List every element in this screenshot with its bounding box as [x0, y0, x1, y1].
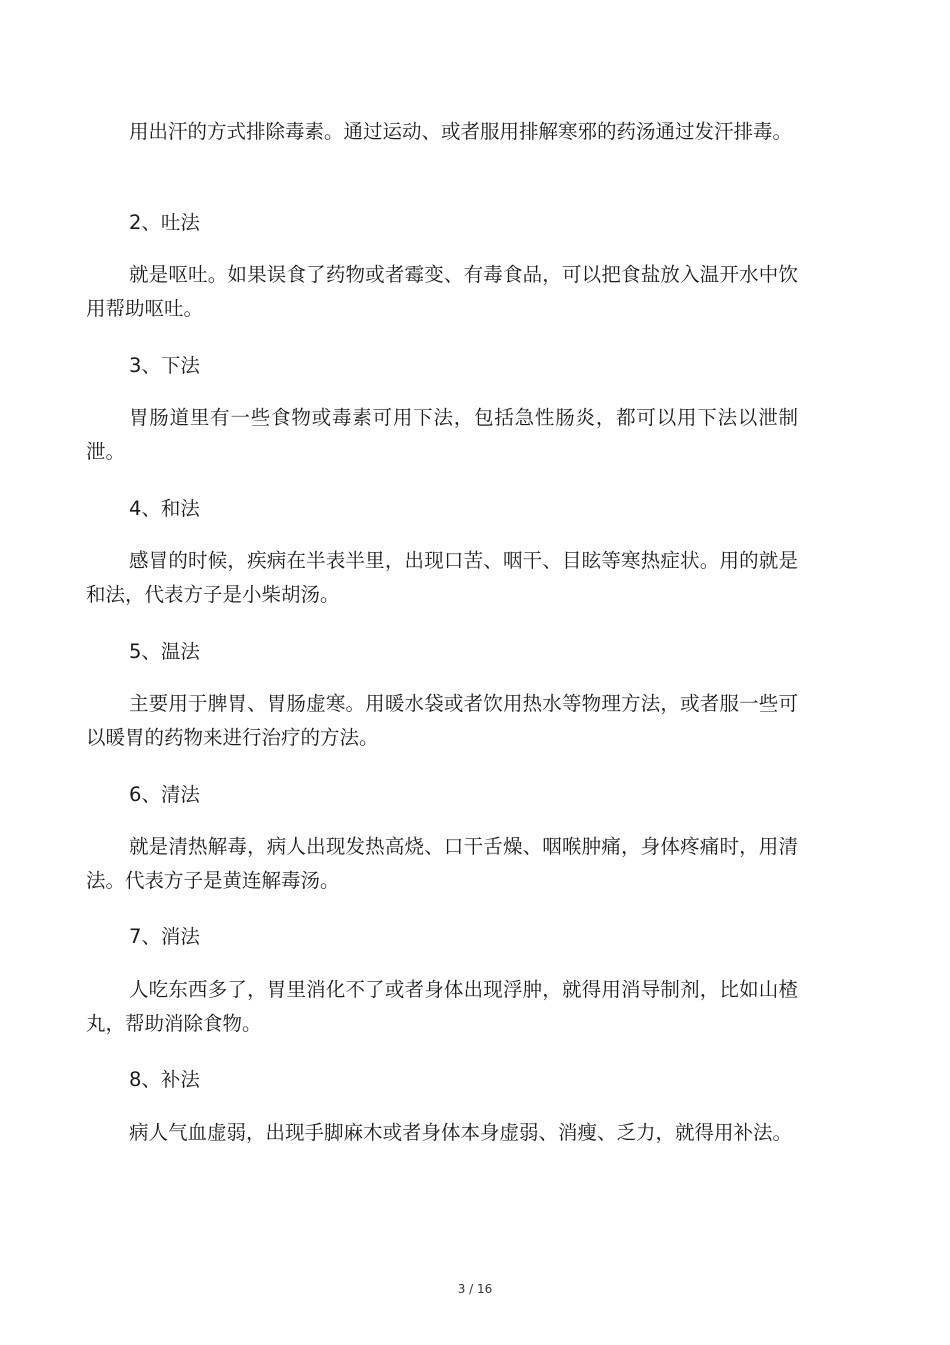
heading-vomit-method: 2、吐法	[129, 211, 200, 234]
heading-purge-method: 3、下法	[129, 354, 200, 377]
paragraph-clear-method: 就是清热解毒，病人出现发热高烧、口干舌燥、咽喉肿痛，身体疼痛时，用清法。代表方子是黄连解毒汤。	[86, 835, 798, 892]
paragraph-vomit-method: 就是呕吐。如果误食了药物或者霉变、有毒食品，可以把食盐放入温开水中饮用帮助呕吐。	[86, 263, 798, 320]
heading-warm-method: 5、温法	[129, 640, 200, 663]
paragraph-harmonize-method: 感冒的时候，疾病在半表半里，出现口苦、咽干、目眩等寒热症状。用的就是和法，代表方子是小柴胡汤。	[86, 549, 798, 606]
heading-tonify-method: 8、补法	[129, 1068, 200, 1091]
paragraph-purge-method: 胃肠道里有一些食物或毒素可用下法，包括急性肠炎，都可以用下法以泄制泄。	[86, 406, 798, 463]
heading-clear-method: 6、清法	[129, 783, 200, 806]
heading-dissipate-method: 7、消法	[129, 925, 200, 948]
page-number: 3 / 16	[457, 1282, 493, 1296]
paragraph-tonify-method: 病人气血虚弱，出现手脚麻木或者身体本身虚弱、消瘦、乏力，就得用补法。	[129, 1121, 793, 1144]
paragraph-sweat-method: 用出汗的方式排除毒素。通过运动、或者服用排解寒邪的药汤通过发汗排毒。	[129, 120, 793, 143]
paragraph-dissipate-method: 人吃东西多了，胃里消化不了或者身体出现浮肿，就得用消导制剂，比如山楂丸，帮助消除食物。	[86, 978, 798, 1035]
heading-harmonize-method: 4、和法	[129, 497, 200, 520]
paragraph-warm-method: 主要用于脾胃、胃肠虚寒。用暖水袋或者饮用热水等物理方法，或者服一些可以暖胃的药物来进行治疗的方法。	[86, 692, 798, 749]
